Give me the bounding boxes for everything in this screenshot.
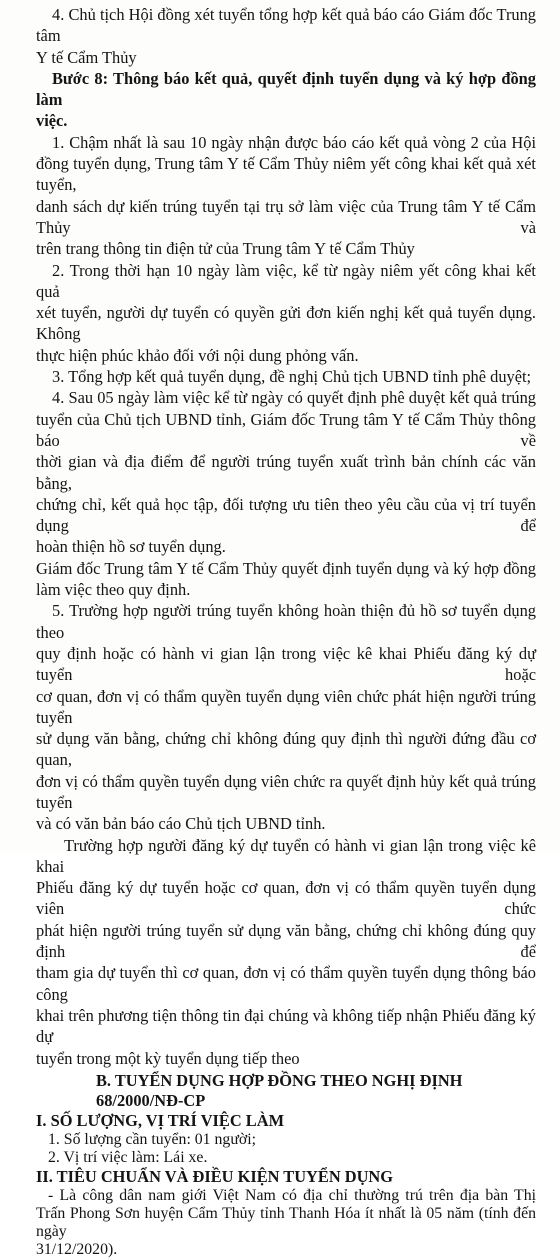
paragraph-line: đồng tuyển dụng, Trung tâm Y tế Cẩm Thủy niêm yết công khai kết quả xét tuyển, [36, 154, 536, 195]
paragraph-line: cơ quan, đơn vị có thẩm quyền tuyển dụng viên chức phát hiện người trúng tuyển [36, 686, 536, 727]
paragraph-line: trên trang thông tin điện tử của Trung tâm Y tế Cẩm Thủy [36, 239, 415, 259]
paragraph-line: 2. Trong thời hạn 10 ngày làm việc, kể từ ngày niêm yết công khai kết quả [36, 260, 536, 301]
section-b-heading: B. TUYỂN DỤNG HỢP ĐỒNG THEO NGHỊ ĐỊNH 68/2000/NĐ-CP [96, 1070, 463, 1110]
paragraph-line: chứng chỉ, kết quả học tập, đối tượng ưu tiên theo yêu cầu của vị trí tuyển dụng để [36, 494, 536, 536]
paragraph-line: tham gia dự tuyển thì cơ quan, đơn vị có thẩm quyền tuyển dụng thông báo công [36, 963, 536, 1004]
paragraph-line: làm việc theo quy định. [36, 580, 191, 600]
paragraph-line: quy định hoặc có hành vi gian lận trong việc kê khai Phiếu đăng ký dự tuyển hoặc [36, 643, 536, 685]
step8-heading-cont: việc. [36, 111, 68, 131]
paragraph-line: thực hiện phúc khảo đối với nội dung phỏng vấn. [36, 345, 359, 365]
paragraph-line: sử dụng văn bằng, chứng chỉ không đúng quy định thì người đứng đầu cơ quan, [36, 729, 536, 770]
paragraph-line: - Là công dân nam giới Việt Nam có địa chỉ thường trú trên địa bàn Thị [48, 1186, 536, 1204]
paragraph-line: Giám đốc Trung tâm Y tế Cẩm Thủy quyết định tuyển dụng và ký hợp đồng [36, 558, 536, 578]
step8-heading: Bước 8: Thông báo kết quả, quyết định tuyển dụng và ký hợp đồng làm [36, 68, 536, 110]
list-item: 1. Số lượng cần tuyển: 01 người; [48, 1130, 257, 1148]
paragraph-line: xét tuyển, người dự tuyển có quyền gửi đơn kiến nghị kết quả tuyển dụng. Không [36, 303, 536, 344]
section-i-heading: I. SỐ LƯỢNG, VỊ TRÍ VIỆC LÀM [36, 1110, 285, 1130]
paragraph-line: Y tế Cẩm Thủy [36, 47, 137, 67]
paragraph-line: 5. Trường hợp người trúng tuyển không hoàn thiện đủ hồ sơ tuyển dụng theo [36, 601, 536, 642]
paragraph-line: danh sách dự kiến trúng tuyển tại trụ sở làm việc của Trung tâm Y tế Cẩm Thủy và [36, 196, 536, 237]
paragraph-line: và có văn bản báo cáo Chủ tịch UBND tỉnh. [36, 814, 326, 834]
paragraph-line: tuyển trong một kỳ tuyển dụng tiếp theo [36, 1048, 300, 1068]
section-ii-heading: II. TIÊU CHUẨN VÀ ĐIỀU KIỆN TUYỂN DỤNG [36, 1166, 394, 1186]
paragraph-line: 1. Chậm nhất là sau 10 ngày nhận được báo cáo kết quả vòng 2 của Hội [52, 132, 536, 152]
paragraph-line: khai trên phương tiện thông tin đại chúng và không tiếp nhận Phiếu đăng ký dự [36, 1005, 536, 1047]
paragraph-line: Trấn Phong Sơn huyện Cẩm Thủy tỉnh Thanh Hóa ít nhất là 05 năm (tính đến ngày [36, 1204, 536, 1240]
paragraph-line: 31/12/2020). [36, 1240, 118, 1258]
paragraph-line: tuyển của Chủ tịch UBND tỉnh, Giám đốc Trung tâm Y tế Cẩm Thủy thông báo về [36, 409, 536, 450]
list-item: 2. Vị trí việc làm: Lái xe. [48, 1148, 208, 1166]
paragraph-line: hoàn thiện hồ sơ tuyển dụng. [36, 537, 226, 557]
paragraph-line: Phiếu đăng ký dự tuyển hoặc cơ quan, đơn vị có thẩm quyền tuyển dụng viên chức [36, 878, 536, 919]
paragraph-line: phát hiện người trúng tuyển sử dụng văn bằng, chứng chỉ không đúng quy định để [36, 920, 536, 962]
paragraph-line: thời gian và địa điểm để người trúng tuyển xuất trình bản chính các văn bằng, [36, 452, 536, 493]
paragraph-line: Trường hợp người đăng ký dự tuyển có hành vi gian lận trong việc kê khai [36, 835, 536, 876]
paragraph-line: 4. Chủ tịch Hội đồng xét tuyển tổng hợp kết quả báo cáo Giám đốc Trung tâm [36, 5, 536, 46]
paragraph-line: đơn vị có thẩm quyền tuyển dụng viên chức ra quyết định hủy kết quả trúng tuyển [36, 771, 536, 812]
paragraph-line: 4. Sau 05 ngày làm việc kể từ ngày có quyết định phê duyệt kết quả trúng [52, 388, 536, 408]
paragraph-line: 3. Tổng hợp kết quả tuyển dụng, đề nghị Chủ tịch UBND tỉnh phê duyệt; [52, 367, 532, 387]
